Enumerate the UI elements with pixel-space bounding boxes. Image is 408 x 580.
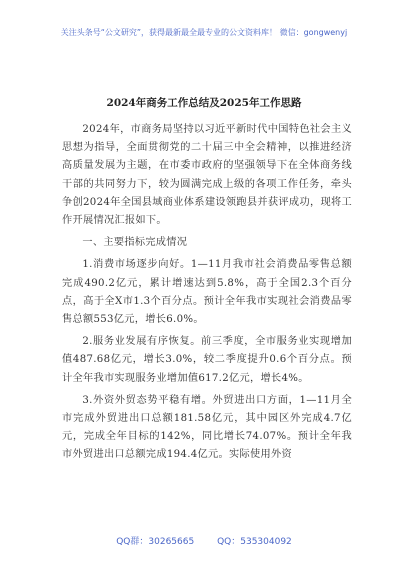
section-heading: 一、主要指标完成情况 bbox=[82, 237, 188, 249]
footer bbox=[0, 534, 408, 547]
paragraph-services: 2.服务业发展有序恢复。前三季度，全市服务业实现增加值487.68亿元，增长3.0%，较二季度提升0.6个百分点。预计全年我市实现服务业增加值617.2亿元，增长4%。 bbox=[62, 336, 352, 384]
footer-qq-group: QQ群：30265665 bbox=[116, 537, 195, 547]
header-banner: 关注头条号“公文研究”，获得最新最全最专业的公文资料库！ 微信：gongwenyj bbox=[60, 28, 348, 37]
paragraph-consumption: 1.消费市场逐步向好。1—11月我市社会消费品零售总额完成490.2亿元，累计增速达到5.8%，高于全国2.3个百分点，高于全X市1.3个百分点。预计全年我市实现社会消费品零售总额553亿元，增长6.0%。 bbox=[62, 259, 352, 326]
document-body bbox=[62, 121, 352, 469]
footer-qq: QQ：535304092 bbox=[217, 537, 292, 547]
intro-paragraph: 2024年，市商务局坚持以习近平新时代中国特色社会主义思想为指导，全面贯彻党的二十届三中全会精神，以推进经济高质量发展为主题，在市委市政府的坚强领导下在全体商务线干部的共同努力下，较为圆满完成上级的各项工作任务，牵头争创2024年全国县域商业体系建设领跑县并获评成功，现将工作开展情况汇报如下。 bbox=[62, 124, 352, 227]
paragraph-foreign-trade: 3.外资外贸态势平稳有增。外贸进出口方面，1—11月全市完成外贸进出口总额181.58亿元，其中园区外完成4.7亿元，完成全年目标的142%，同比增长74.07%。预计全年我市外贸进出口总额完成194.4亿元。实际使用外资 bbox=[62, 394, 352, 461]
document-title: 2024年商务工作总结及2025年工作思路 bbox=[106, 97, 302, 109]
